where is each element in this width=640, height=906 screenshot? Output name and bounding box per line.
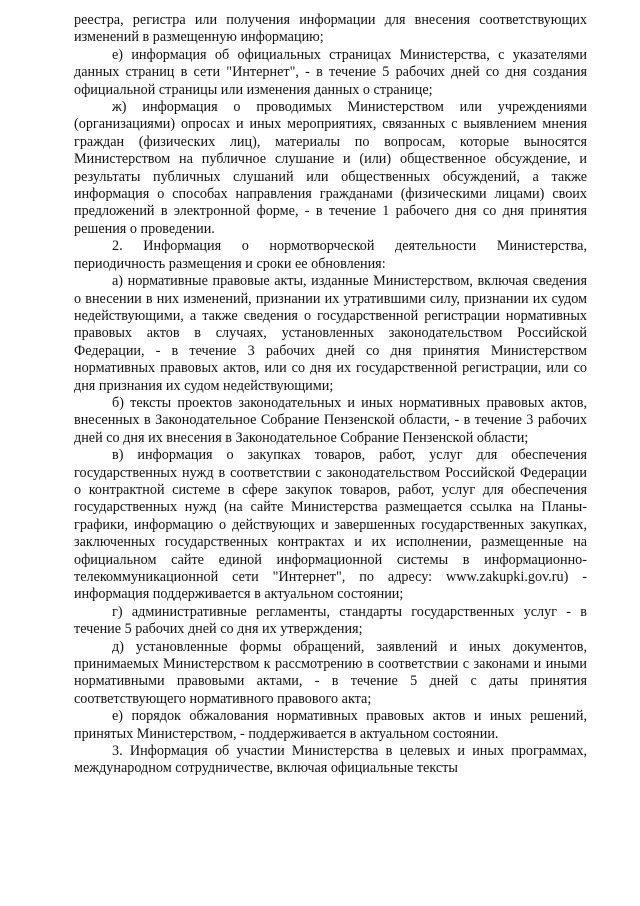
paragraph-item-e-appeal-procedure: е) порядок обжалования нормативных правовых актов и иных решений, принятых Министерством, - поддерживается в актуальном состоянии. xyxy=(74,708,587,742)
paragraph-item-a-normative-acts: а) нормативные правовые акты, изданные Министерством, включая сведения о внесении в них изменений, признании их утратившими силу, признании их судом недействующими, а также сведения о государственной регистрации нормативных правовых актов в случаях, установленных законодательством Российской Федерации, - в течение 3 рабочих дней со дня принятия Министерством нормативных правовых актов, или со дня их государственной регистрации, или со дня признания их судом недействующими; xyxy=(74,273,587,394)
paragraph-section-2-heading: 2. Информация о нормотворческой деятельности Министерства, периодичность размещения и сроки ее обновления: xyxy=(74,238,587,272)
paragraph-continuation: реестра, регистра или получения информации для внесения соответствующих изменений в размещенную информацию; xyxy=(74,12,587,46)
paragraph-item-d-forms: д) установленные формы обращений, заявлений и иных документов, принимаемых Министерством к рассмотрению в соответствии с законами и иными нормативными правовыми актами, - в течение 5 дней с даты принятия соответствующего нормативного правового акта; xyxy=(74,638,587,707)
paragraph-section-3-heading: 3. Информация об участии Министерства в целевых и иных программах, международном сотрудничестве, включая официальные тексты xyxy=(74,743,587,777)
paragraph-item-e-official-pages: е) информация об официальных страницах Министерства, с указателями данных страниц в сети "Интернет", - в течение 5 рабочих дней со дня создания официальной страницы или изменения данных о странице; xyxy=(74,46,587,98)
paragraph-item-g-regulations: г) административные регламенты, стандарты государственных услуг - в течение 5 рабочих дней со дня их утверждения; xyxy=(74,603,587,638)
document-page xyxy=(74,12,587,778)
paragraph-item-v-procurement: в) информация о закупках товаров, работ, услуг для обеспечения государственных нужд в соответствии с законодательством Российской Федерации о контрактной системе в сфере закупок товаров, работ, услуг для обеспечения государственных нужд (на сайте Министерства размещается ссылка на Планы-графики, информацию о действующих и завершенных государственных закупках, заключенных государственных контрактах и их исполнении, размещенные на официальном сайте единой информационной системы в информационно-телекоммуникационной сети "Интернет", по адресу: www.zakupki.gov.ru) - информация поддерживается в актуальном состоянии; xyxy=(74,447,587,603)
paragraph-item-zh-surveys: ж) информация о проводимых Министерством или учреждениями (организациями) опросах и иных мероприятиях, связанных с выявлением мнения граждан (физических лиц), материалы по вопросам, которые выносятся Министерством на публичное слушание и (или) общественное обсуждение, и результаты публичных слушаний или общественных обсуждений, а также информация о способах направления гражданами (физическими лицами) своих предложений в электронной форме, - в течение 1 рабочего дня со дня принятия решения о проведении. xyxy=(74,99,587,237)
paragraph-item-b-draft-acts: б) тексты проектов законодательных и иных нормативных правовых актов, внесенных в Законодательное Собрание Пензенской области, - в течение 3 рабочих дней со дня их внесения в Законодательное Собрание Пензенской области; xyxy=(74,394,587,446)
